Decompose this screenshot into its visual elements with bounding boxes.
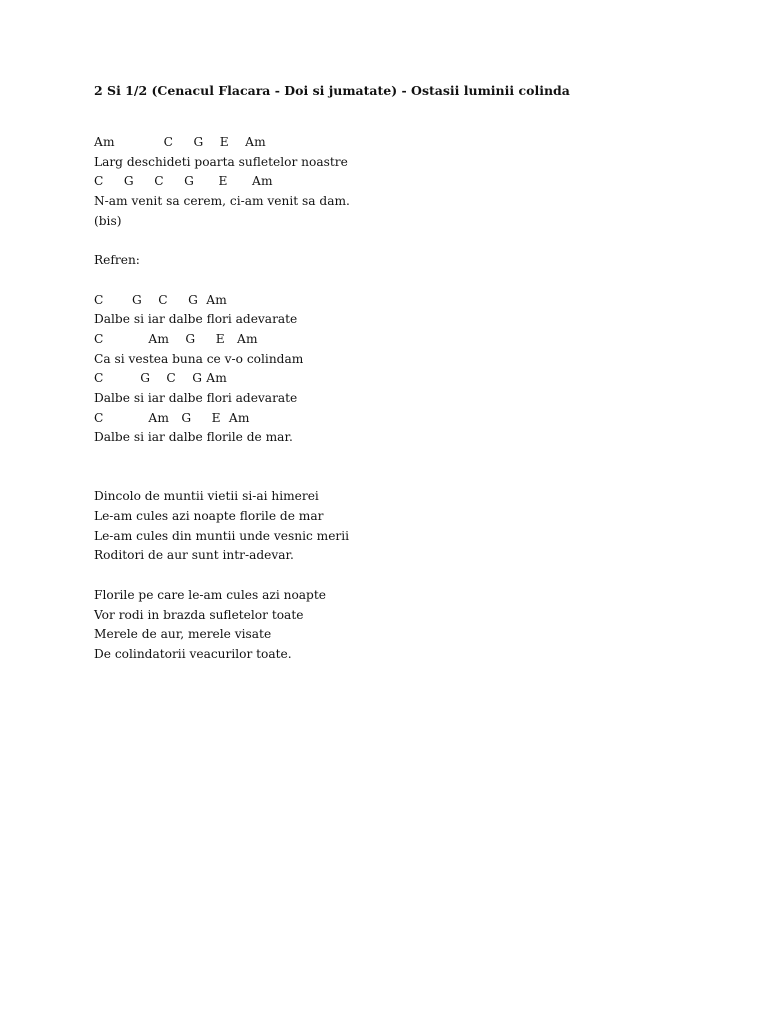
lyric-line: Ca si vestea buna ce v-o colindam	[94, 351, 304, 366]
lyric-line: N-am venit sa cerem, ci-am venit sa dam.	[94, 194, 350, 209]
chord-line: C G C G Am	[94, 292, 228, 307]
blank-line	[94, 231, 694, 251]
lyric-line: Vor rodi in brazda sufletelor toate	[94, 607, 304, 622]
song-title: 2 Si 1/2 (Cenacul Flacara - Doi si jumatate) - Ostasii luminii colinda	[94, 83, 570, 98]
lyric-line: Dincolo de muntii vietii si-ai himerei	[94, 489, 319, 504]
lyric-line: Dalbe si iar dalbe flori adevarate	[94, 390, 298, 405]
lyric-line: Le-am cules din muntii unde vesnic merii	[94, 528, 350, 543]
lyric-line: Dalbe si iar dalbe flori adevarate	[94, 312, 298, 327]
lyric-line: Dalbe si iar dalbe florile de mar.	[94, 430, 293, 445]
lyric-line: Refren:	[94, 253, 140, 268]
blank-line	[94, 448, 694, 468]
chord-line: Am C G E Am	[94, 135, 266, 149]
lyric-line: Merele de aur, merele visate	[94, 627, 272, 642]
song-body	[94, 133, 694, 665]
chord-line: C G C G E Am	[94, 174, 273, 189]
chord-line: C G C G Am	[94, 371, 228, 386]
lyric-line: Le-am cules azi noapte florile de mar	[94, 509, 324, 524]
blank-line	[94, 566, 694, 586]
lyric-line: Roditori de aur sunt intr-adevar.	[94, 548, 294, 563]
blank-line	[94, 271, 694, 291]
blank-line	[94, 468, 694, 488]
lyric-line: Florile pe care le-am cules azi noapte	[94, 587, 326, 602]
lyric-line: De colindatorii veacurilor toate.	[94, 646, 292, 661]
lyric-line: (bis)	[94, 213, 122, 228]
chord-line: C Am G E Am	[94, 331, 258, 346]
chord-line: C Am G E Am	[94, 410, 250, 425]
lyric-line: Larg deschideti poarta sufletelor noastre	[94, 154, 348, 169]
